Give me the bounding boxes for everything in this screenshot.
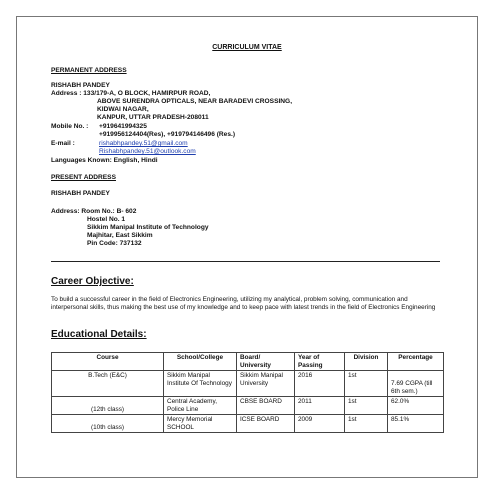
present-name: RISHABH PANDEY [51, 190, 110, 197]
present-address-line: Hostel No. 1 [87, 216, 126, 223]
permanent-address-line: KIDWAI NAGAR, [97, 106, 149, 113]
permanent-name: RISHABH PANDEY [51, 82, 110, 89]
cell-school: Sikkim Manipal Institute Of Technology [164, 371, 237, 397]
career-objective-text: To build a successful career in the field of Electronics Engineering, utilizing my analytical, problem solving, communication and interpersonal skills, thus making the best use of my knowledge and to keep pace with latest trends in the field of Electronics Engineering [51, 296, 436, 311]
column-header-board: Board/ University [237, 353, 295, 371]
column-header-school: School/College [164, 353, 237, 371]
column-header-division: Division [345, 353, 388, 371]
resume-page [16, 16, 478, 478]
cell-division: 1st [345, 415, 388, 433]
present-address-line: Address: Room No.: B- 602 [51, 208, 137, 215]
cell-course: B.Tech (E&C) [52, 371, 164, 397]
email-link-gmail[interactable]: rishabhpandey.51@gmail.com [99, 140, 188, 147]
cell-school: Mercy Memorial SCHOOL [164, 415, 237, 433]
career-objective-heading: Career Objective: [51, 276, 134, 287]
table-row [52, 397, 444, 415]
permanent-address-line: ABOVE SURENDRA OPTICALS, NEAR BARADEVI CROSSING, [97, 98, 293, 105]
languages-known: Languages Known: English, Hindi [51, 157, 158, 164]
cell-course: (12th class) [52, 397, 164, 415]
table-header-row [52, 353, 444, 371]
permanent-address-line: Address : 133/179-A, O BLOCK, HAMIRPUR ROAD, [51, 90, 211, 97]
cell-division: 1st [345, 397, 388, 415]
cell-percentage: 85.1% [388, 415, 444, 433]
table-row [52, 371, 444, 397]
present-address-line: Sikkim Manipal Institute of Technology [87, 224, 209, 231]
table-row [52, 415, 444, 433]
cell-year: 2009 [295, 415, 345, 433]
present-address-heading: PRESENT ADDRESS [51, 174, 116, 181]
mobile-number-2: +919956124404(Res), +919794146496 (Res.) [99, 131, 236, 138]
cell-year: 2011 [295, 397, 345, 415]
column-header-course: Course [52, 353, 164, 371]
permanent-address-heading: PERMANENT ADDRESS [51, 67, 127, 74]
email-label: E-mail : [51, 140, 75, 147]
column-header-year: Year of Passing [295, 353, 345, 371]
present-address-line: Majhitar, East Sikkim [87, 232, 153, 239]
cell-board: CBSE BOARD [237, 397, 295, 415]
cell-division: 1st [345, 371, 388, 397]
cell-school: Central Academy, Police Line [164, 397, 237, 415]
section-divider [51, 261, 440, 262]
permanent-address-line: KANPUR, UTTAR PRADESH-208011 [97, 114, 209, 121]
cell-year: 2016 [295, 371, 345, 397]
education-table [51, 352, 444, 433]
cell-percentage: 62.0% [388, 397, 444, 415]
email-link-outlook[interactable]: Rishabhpandey.51@outlook.com [99, 148, 196, 155]
mobile-label: Mobile No. : [51, 123, 89, 130]
document-title: CURRICULUM VITAE [212, 44, 282, 51]
educational-details-heading: Educational Details: [51, 329, 147, 340]
cell-percentage: 7.69 CGPA (till 6th sem.) [388, 371, 444, 397]
column-header-percentage: Percentage [388, 353, 444, 371]
cell-course: (10th class) [52, 415, 164, 433]
mobile-number-1: +919641994325 [99, 123, 147, 130]
cell-board: Sikkim Manipal University [237, 371, 295, 397]
cell-board: ICSE BOARD [237, 415, 295, 433]
present-address-line: Pin Code: 737132 [87, 240, 142, 247]
